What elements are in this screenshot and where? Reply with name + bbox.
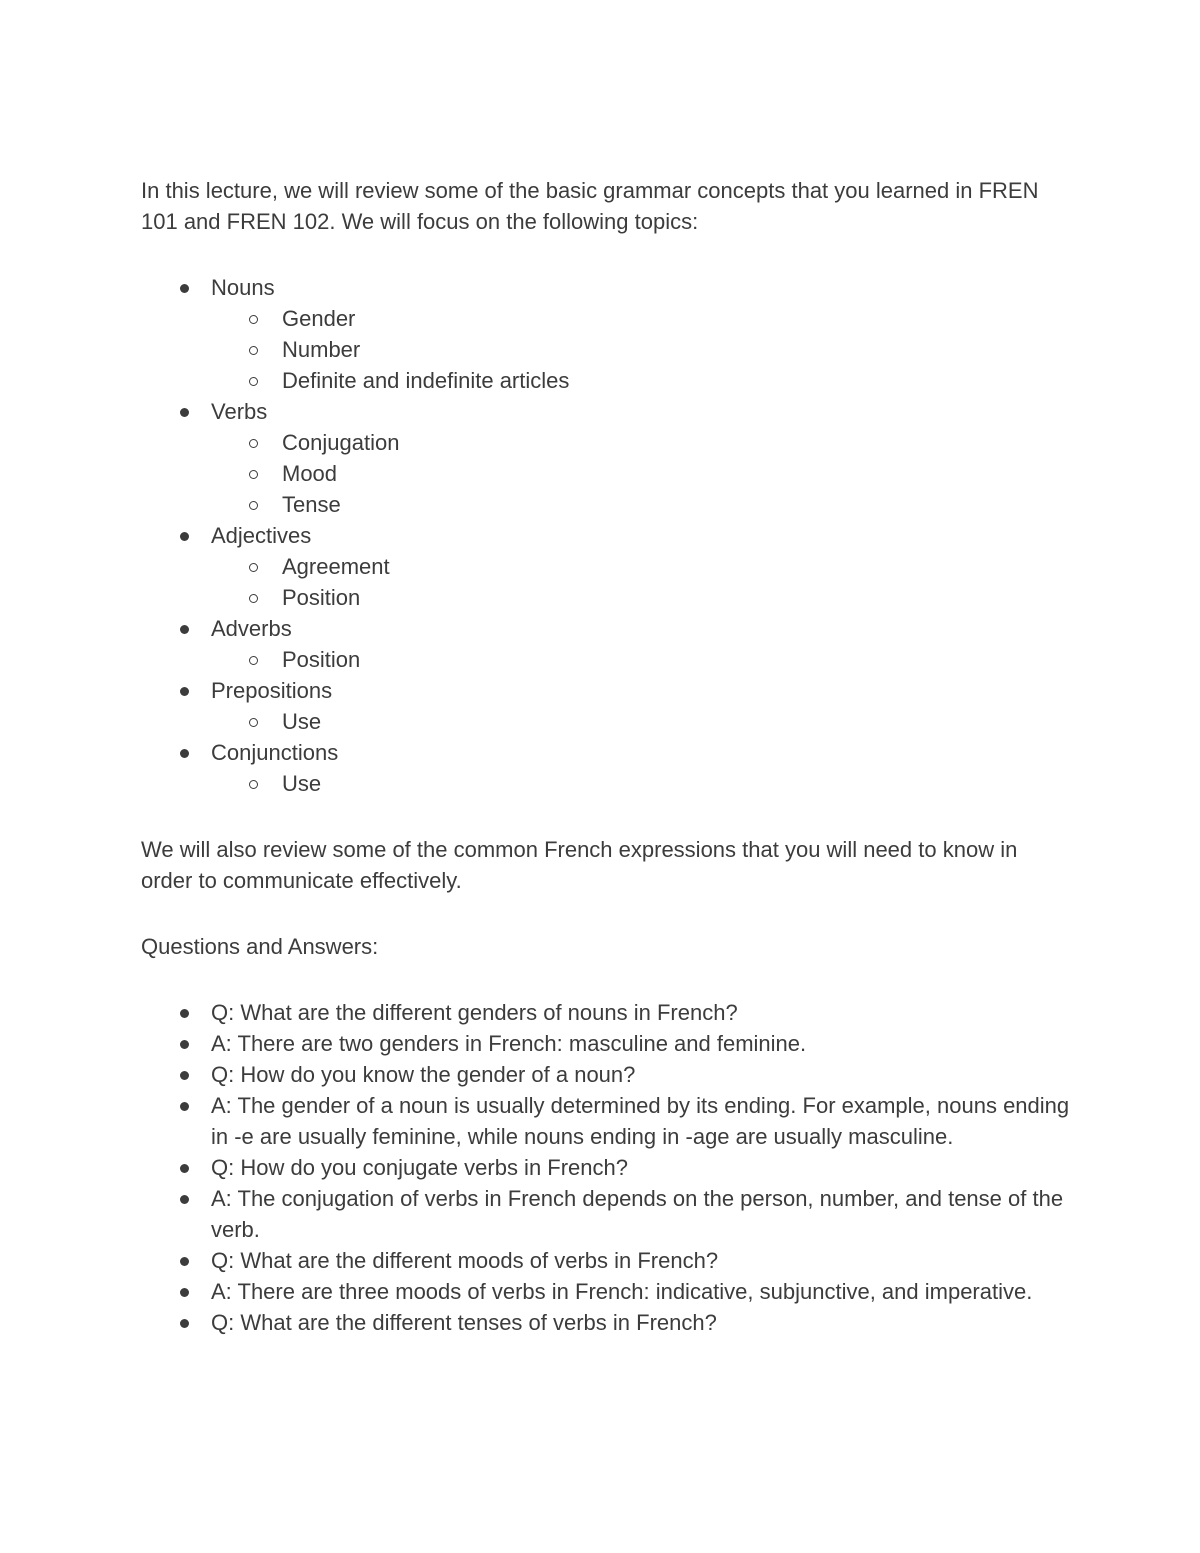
- subtopic-item: Conjugation: [211, 427, 1071, 458]
- topic-label: Adverbs: [211, 616, 292, 641]
- document-page: [141, 175, 1071, 1338]
- subtopics-list: [211, 644, 1071, 675]
- subtopic-item: Position: [211, 582, 1071, 613]
- subtopics-list: [211, 768, 1071, 799]
- topic-label: Prepositions: [211, 678, 333, 703]
- qa-item: Q: What are the different moods of verbs in French?: [141, 1245, 1071, 1276]
- topic-label: Nouns: [211, 275, 275, 300]
- subtopic-item: Position: [211, 644, 1071, 675]
- qa-item: A: The gender of a noun is usually determined by its ending. For example, nouns ending in -e are usually feminine, while nouns ending in -age are usually masculine.: [141, 1090, 1071, 1152]
- topic-item: [141, 737, 1071, 799]
- qa-item: Q: How do you conjugate verbs in French?: [141, 1152, 1071, 1183]
- qa-item: Q: How do you know the gender of a noun?: [141, 1059, 1071, 1090]
- topic-label: Adjectives: [211, 523, 312, 548]
- topic-item: [141, 272, 1071, 396]
- topic-label: Verbs: [211, 399, 268, 424]
- subtopic-item: Use: [211, 768, 1071, 799]
- subtopics-list: [211, 551, 1071, 613]
- expressions-paragraph: We will also review some of the common French expressions that you will need to know in order to communicate effectively.: [141, 837, 1018, 893]
- qa-item: A: There are three moods of verbs in French: indicative, subjunctive, and imperative.: [141, 1276, 1071, 1307]
- subtopic-item: Number: [211, 334, 1071, 365]
- subtopic-item: Tense: [211, 489, 1071, 520]
- subtopics-list: [211, 706, 1071, 737]
- topics-list: [141, 272, 1071, 799]
- topic-item: [141, 675, 1071, 737]
- subtopic-item: Mood: [211, 458, 1071, 489]
- subtopic-item: Definite and indefinite articles: [211, 365, 1071, 396]
- qa-item: A: The conjugation of verbs in French depends on the person, number, and tense of the verb.: [141, 1183, 1071, 1245]
- topic-label: Conjunctions: [211, 740, 339, 765]
- qa-item: Q: What are the different tenses of verbs in French?: [141, 1307, 1071, 1338]
- topic-item: [141, 613, 1071, 675]
- subtopic-item: Gender: [211, 303, 1071, 334]
- subtopic-item: Use: [211, 706, 1071, 737]
- intro-paragraph: In this lecture, we will review some of the basic grammar concepts that you learned in FREN 101 and FREN 102. We will focus on the following topics:: [141, 178, 1039, 234]
- topic-item: [141, 520, 1071, 613]
- qa-item: Q: What are the different genders of nouns in French?: [141, 997, 1071, 1028]
- subtopic-item: Agreement: [211, 551, 1071, 582]
- subtopics-list: [211, 303, 1071, 396]
- subtopics-list: [211, 427, 1071, 520]
- qa-list: [141, 997, 1071, 1338]
- qa-heading: Questions and Answers:: [141, 934, 379, 959]
- topic-item: [141, 396, 1071, 520]
- qa-item: A: There are two genders in French: masculine and feminine.: [141, 1028, 1071, 1059]
